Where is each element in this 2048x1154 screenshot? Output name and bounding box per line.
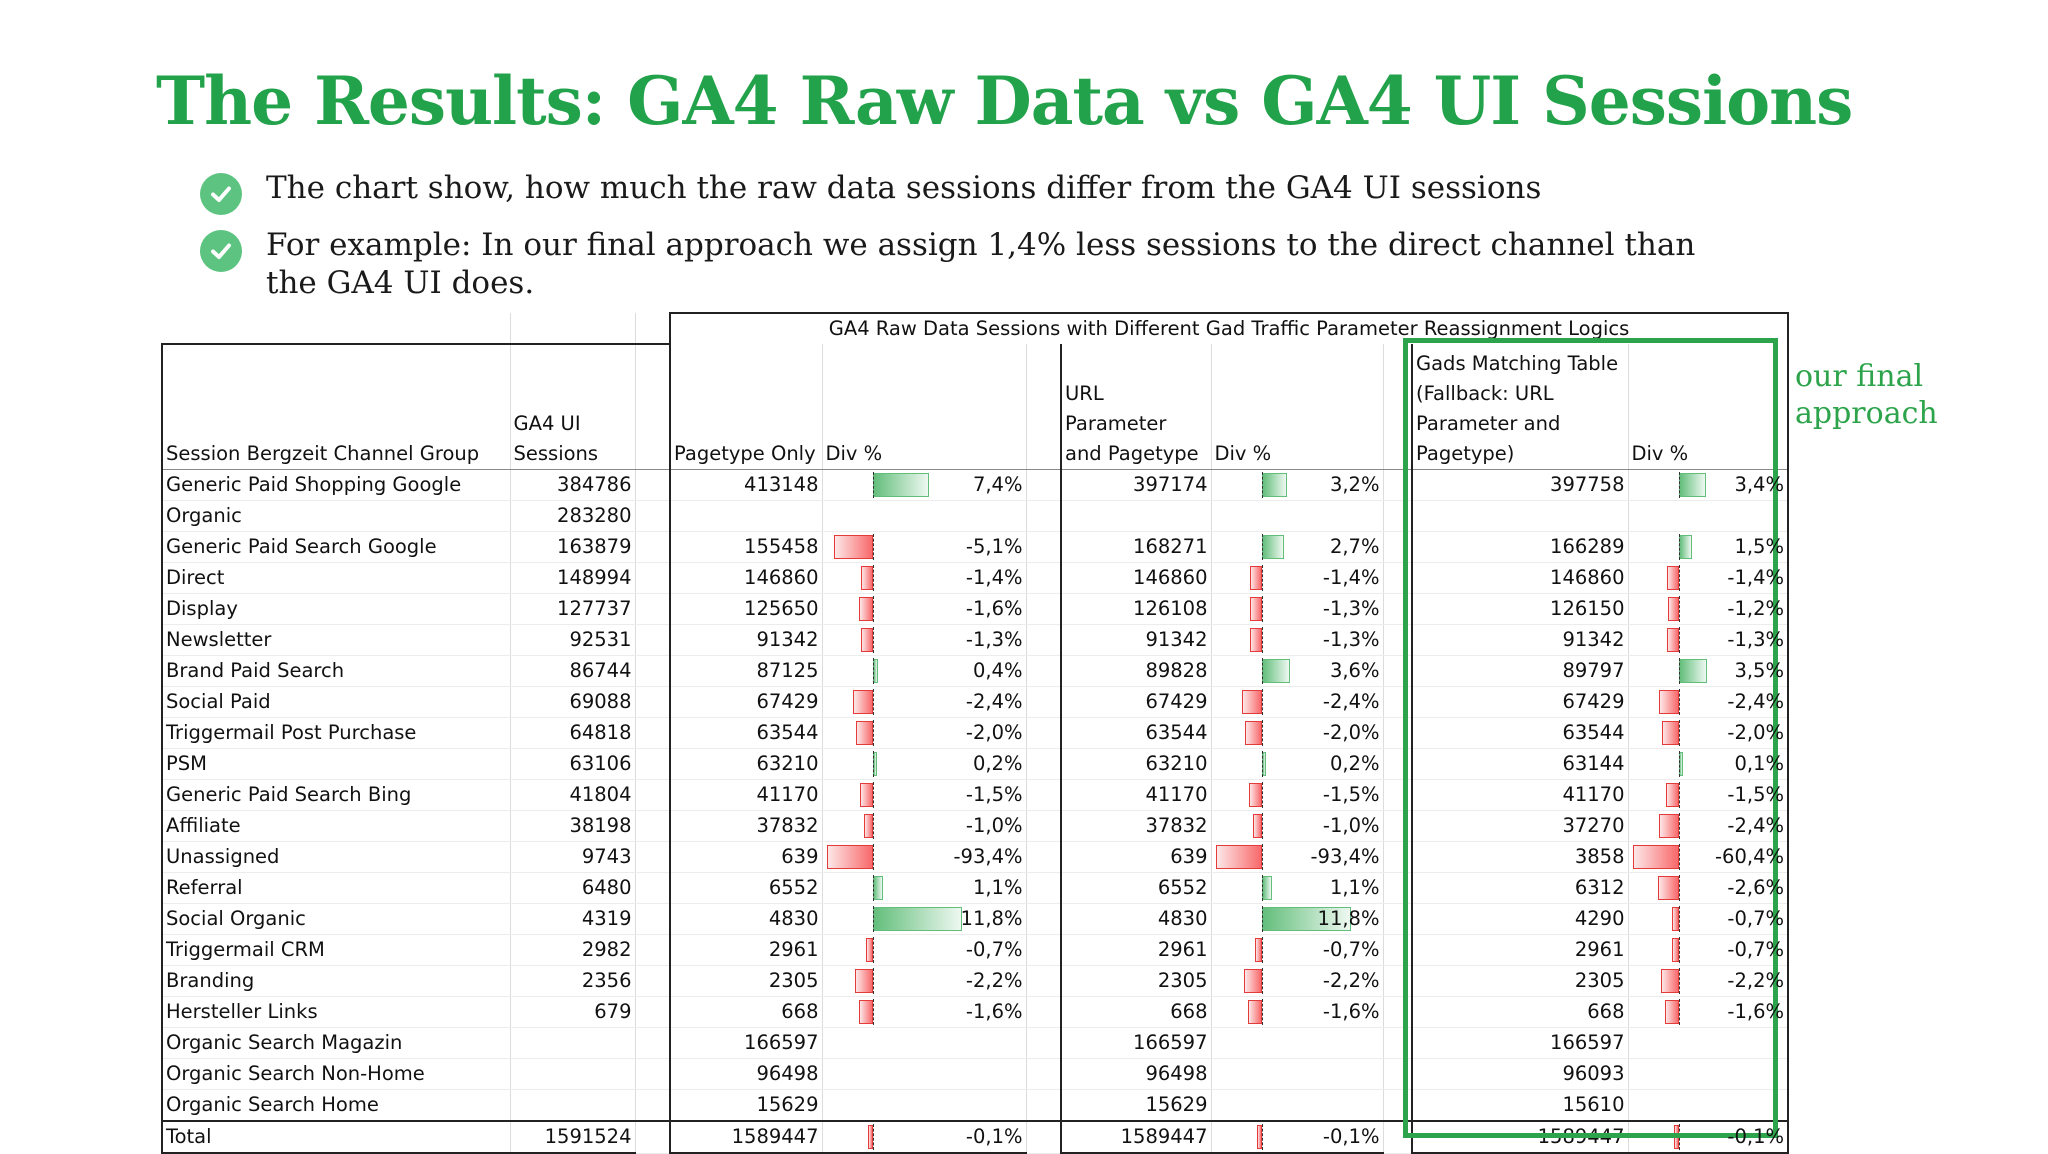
div-pct-value: 3,5% — [1734, 659, 1784, 682]
gads-matching-sessions: 1589447 — [1412, 1121, 1628, 1153]
div-pct-cell — [1628, 718, 1788, 749]
url-param-sessions: 6552 — [1061, 873, 1211, 904]
channel-name: Unassigned — [162, 842, 510, 873]
div-pct-value: -1,3% — [1322, 628, 1380, 651]
div-pct-value: 0,2% — [1329, 752, 1380, 775]
div-pct-cell — [1628, 811, 1788, 842]
div-pct-cell — [1211, 656, 1383, 687]
div-pct-cell — [1211, 687, 1383, 718]
channel-name: Generic Paid Shopping Google — [162, 470, 510, 501]
div-pct-value: -93,4% — [1310, 845, 1380, 868]
div-pct-value: -1,4% — [1322, 566, 1380, 589]
table-row — [162, 1028, 1788, 1059]
div-pct-cell — [822, 563, 1026, 594]
page-title: The Results: GA4 Raw Data vs GA4 UI Sessions — [156, 62, 1853, 140]
div-pct-cell — [1211, 718, 1383, 749]
div-pct-value: 3,2% — [1329, 473, 1380, 496]
ga4-sessions: 679 — [510, 997, 635, 1028]
div-pct-value: -2,0% — [1727, 721, 1784, 744]
div-pct-cell — [1211, 966, 1383, 997]
gads-matching-sessions: 668 — [1412, 997, 1628, 1028]
pagetype-sessions: 155458 — [670, 532, 822, 563]
div-pct-cell — [1211, 811, 1383, 842]
gads-matching-sessions: 126150 — [1412, 594, 1628, 625]
pagetype-sessions: 4830 — [670, 904, 822, 935]
div-pct-value: -1,5% — [1727, 783, 1784, 806]
ga4-sessions: 2982 — [510, 935, 635, 966]
final-approach-note: our final approach — [1795, 359, 1938, 431]
div-pct-cell — [1211, 1028, 1383, 1059]
ga4-sessions: 2356 — [510, 966, 635, 997]
url-param-sessions: 2305 — [1061, 966, 1211, 997]
div-pct-cell — [1211, 1121, 1383, 1153]
ga4-sessions: 384786 — [510, 470, 635, 501]
table-row — [162, 594, 1788, 625]
ga4-sessions: 86744 — [510, 656, 635, 687]
group-header: GA4 Raw Data Sessions with Different Gad Traffic Parameter Reassignment Logics — [670, 313, 1788, 344]
channel-name: Newsletter — [162, 625, 510, 656]
div-pct-value: -1,6% — [1322, 1000, 1380, 1023]
div-pct-value: -1,5% — [1322, 783, 1380, 806]
div-pct-value: -0,7% — [965, 938, 1023, 961]
gads-matching-sessions: 37270 — [1412, 811, 1628, 842]
div-pct-value: -2,4% — [1727, 814, 1784, 837]
url-param-sessions: 41170 — [1061, 780, 1211, 811]
gads-matching-sessions: 96093 — [1412, 1059, 1628, 1090]
pagetype-sessions: 2961 — [670, 935, 822, 966]
div-pct-cell — [1628, 997, 1788, 1028]
div-pct-cell — [1211, 997, 1383, 1028]
div-pct-value: 7,4% — [972, 473, 1023, 496]
div-pct-cell — [1211, 501, 1383, 532]
div-pct-cell — [822, 532, 1026, 563]
div-pct-value: -2,4% — [1322, 690, 1380, 713]
ga4-sessions: 9743 — [510, 842, 635, 873]
div-pct-value: -0,7% — [1322, 938, 1380, 961]
div-pct-value: -1,0% — [965, 814, 1023, 837]
div-pct-value: 2,7% — [1329, 535, 1380, 558]
table-row — [162, 1059, 1788, 1090]
table-row — [162, 687, 1788, 718]
div-pct-value: -2,2% — [1322, 969, 1380, 992]
div-pct-cell — [1211, 594, 1383, 625]
table-row — [162, 625, 1788, 656]
gads-matching-sessions: 2305 — [1412, 966, 1628, 997]
ga4-sessions: 64818 — [510, 718, 635, 749]
div-pct-value: -1,4% — [965, 566, 1023, 589]
div-pct-value: 1,1% — [972, 876, 1023, 899]
div-pct-value: -1,6% — [1727, 1000, 1784, 1023]
div-pct-value: -2,6% — [1727, 876, 1784, 899]
check-circle-icon — [200, 173, 242, 215]
div-pct-value: -1,3% — [1727, 628, 1784, 651]
div-pct-cell — [1211, 904, 1383, 935]
table-row — [162, 1090, 1788, 1122]
gads-matching-sessions: 4290 — [1412, 904, 1628, 935]
div-pct-cell — [822, 687, 1026, 718]
bullet-item — [200, 169, 1736, 215]
table-row — [162, 873, 1788, 904]
div-pct-cell — [1628, 749, 1788, 780]
channel-name: Organic Search Home — [162, 1090, 510, 1122]
col-header-div: Div % — [1211, 344, 1383, 470]
div-pct-cell — [822, 470, 1026, 501]
div-pct-cell — [822, 997, 1026, 1028]
pagetype-sessions: 41170 — [670, 780, 822, 811]
div-pct-cell — [1628, 1028, 1788, 1059]
url-param-sessions: 1589447 — [1061, 1121, 1211, 1153]
div-pct-cell — [1628, 1059, 1788, 1090]
table-row — [162, 501, 1788, 532]
div-pct-value: 11,8% — [960, 907, 1023, 930]
channel-name: Triggermail CRM — [162, 935, 510, 966]
gads-matching-sessions: 166289 — [1412, 532, 1628, 563]
pagetype-sessions: 63544 — [670, 718, 822, 749]
pagetype-sessions: 639 — [670, 842, 822, 873]
table-row — [162, 563, 1788, 594]
div-pct-value: -0,7% — [1727, 938, 1784, 961]
div-pct-value: -0,1% — [1727, 1125, 1784, 1148]
pagetype-sessions: 1589447 — [670, 1121, 822, 1153]
spreadsheet-table — [161, 312, 1789, 1154]
channel-name: Social Organic — [162, 904, 510, 935]
div-pct-value: -1,3% — [965, 628, 1023, 651]
div-pct-cell — [1628, 966, 1788, 997]
ga4-sessions: 6480 — [510, 873, 635, 904]
url-param-sessions: 91342 — [1061, 625, 1211, 656]
url-param-sessions: 96498 — [1061, 1059, 1211, 1090]
div-pct-value: 3,4% — [1734, 473, 1784, 496]
gads-matching-sessions: 67429 — [1412, 687, 1628, 718]
ga4-sessions: 127737 — [510, 594, 635, 625]
gads-matching-sessions: 41170 — [1412, 780, 1628, 811]
div-pct-cell — [822, 501, 1026, 532]
div-pct-value: -0,7% — [1727, 907, 1784, 930]
ga4-sessions — [510, 1059, 635, 1090]
div-pct-cell — [1628, 563, 1788, 594]
url-param-sessions — [1061, 501, 1211, 532]
pagetype-sessions: 87125 — [670, 656, 822, 687]
div-pct-cell — [1628, 687, 1788, 718]
url-param-sessions: 63210 — [1061, 749, 1211, 780]
div-pct-cell — [822, 718, 1026, 749]
div-pct-cell — [822, 594, 1026, 625]
channel-name: PSM — [162, 749, 510, 780]
div-pct-cell — [1211, 563, 1383, 594]
col-header-pagetype: Pagetype Only — [670, 344, 822, 470]
div-pct-cell — [822, 625, 1026, 656]
div-pct-cell — [1628, 1121, 1788, 1153]
table-row — [162, 935, 1788, 966]
div-pct-value: 1,5% — [1734, 535, 1784, 558]
gads-matching-sessions: 3858 — [1412, 842, 1628, 873]
div-pct-cell — [822, 1059, 1026, 1090]
table-row — [162, 718, 1788, 749]
table-row — [162, 904, 1788, 935]
pagetype-sessions: 146860 — [670, 563, 822, 594]
channel-name: Generic Paid Search Bing — [162, 780, 510, 811]
pagetype-sessions: 37832 — [670, 811, 822, 842]
div-pct-value: 11,8% — [1317, 907, 1380, 930]
channel-name: Social Paid — [162, 687, 510, 718]
pagetype-sessions: 6552 — [670, 873, 822, 904]
gads-matching-sessions — [1412, 501, 1628, 532]
div-pct-cell — [822, 749, 1026, 780]
div-pct-value: -1,5% — [965, 783, 1023, 806]
div-pct-value: -1,3% — [1322, 597, 1380, 620]
div-pct-cell — [1628, 935, 1788, 966]
ga4-sessions: 4319 — [510, 904, 635, 935]
pagetype-sessions: 413148 — [670, 470, 822, 501]
ga4-sessions — [510, 1028, 635, 1059]
ga4-sessions: 163879 — [510, 532, 635, 563]
channel-name: Branding — [162, 966, 510, 997]
div-pct-value: -2,4% — [965, 690, 1023, 713]
div-pct-cell — [822, 966, 1026, 997]
div-pct-cell — [1628, 873, 1788, 904]
total-row — [162, 1121, 1788, 1153]
div-pct-cell — [822, 1121, 1026, 1153]
table-row — [162, 470, 1788, 501]
div-pct-value: 0,2% — [972, 752, 1023, 775]
channel-name: Generic Paid Search Google — [162, 532, 510, 563]
div-pct-value: -60,4% — [1715, 845, 1784, 868]
div-pct-cell — [1211, 873, 1383, 904]
div-pct-cell — [1628, 656, 1788, 687]
bullet-text: For example: In our final approach we assign 1,4% less sessions to the direct channel than the GA4 UI does. — [266, 227, 1696, 301]
div-pct-cell — [822, 935, 1026, 966]
bullet-item — [200, 226, 1736, 302]
gads-matching-sessions: 6312 — [1412, 873, 1628, 904]
div-pct-value: 0,4% — [972, 659, 1023, 682]
col-header-url-param: URL Parameter and Pagetype — [1061, 344, 1211, 470]
gads-matching-sessions: 63144 — [1412, 749, 1628, 780]
div-pct-value: 1,1% — [1329, 876, 1380, 899]
gads-matching-sessions: 91342 — [1412, 625, 1628, 656]
pagetype-sessions: 67429 — [670, 687, 822, 718]
gads-matching-sessions: 15610 — [1412, 1090, 1628, 1122]
pagetype-sessions: 2305 — [670, 966, 822, 997]
url-param-sessions: 15629 — [1061, 1090, 1211, 1122]
pagetype-sessions: 166597 — [670, 1028, 822, 1059]
table-row — [162, 966, 1788, 997]
div-pct-cell — [822, 656, 1026, 687]
div-pct-value: -1,6% — [965, 597, 1023, 620]
check-circle-icon — [200, 230, 242, 272]
gads-matching-sessions: 397758 — [1412, 470, 1628, 501]
url-param-sessions: 146860 — [1061, 563, 1211, 594]
ga4-sessions: 92531 — [510, 625, 635, 656]
div-pct-cell — [1211, 935, 1383, 966]
div-pct-cell — [1628, 594, 1788, 625]
channel-name: Organic Search Non-Home — [162, 1059, 510, 1090]
ga4-sessions: 1591524 — [510, 1121, 635, 1153]
table-row — [162, 842, 1788, 873]
div-pct-cell — [1211, 1059, 1383, 1090]
gads-matching-sessions: 146860 — [1412, 563, 1628, 594]
div-pct-cell — [1211, 842, 1383, 873]
url-param-sessions: 168271 — [1061, 532, 1211, 563]
ga4-sessions: 148994 — [510, 563, 635, 594]
url-param-sessions: 166597 — [1061, 1028, 1211, 1059]
channel-name: Total — [162, 1121, 510, 1153]
div-pct-value: -5,1% — [965, 535, 1023, 558]
col-header-div: Div % — [822, 344, 1026, 470]
div-pct-cell — [1628, 780, 1788, 811]
div-pct-value: -2,2% — [1727, 969, 1784, 992]
bullet-text: The chart show, how much the raw data sessions differ from the GA4 UI sessions — [266, 170, 1542, 206]
gads-matching-sessions: 63544 — [1412, 718, 1628, 749]
div-pct-cell — [822, 904, 1026, 935]
pagetype-sessions: 91342 — [670, 625, 822, 656]
channel-name: Organic — [162, 501, 510, 532]
channel-name: Affiliate — [162, 811, 510, 842]
ga4-sessions: 63106 — [510, 749, 635, 780]
url-param-sessions: 67429 — [1061, 687, 1211, 718]
div-pct-value: -0,1% — [1322, 1125, 1380, 1148]
table-row — [162, 749, 1788, 780]
div-pct-cell — [1211, 532, 1383, 563]
div-pct-value: -1,6% — [965, 1000, 1023, 1023]
url-param-sessions: 639 — [1061, 842, 1211, 873]
pagetype-sessions: 96498 — [670, 1059, 822, 1090]
div-pct-value: -2,0% — [1322, 721, 1380, 744]
url-param-sessions: 126108 — [1061, 594, 1211, 625]
col-header-gads-matching: Gads Matching Table (Fallback: URL Parameter and Pagetype) — [1412, 344, 1628, 470]
div-pct-value: -1,0% — [1322, 814, 1380, 837]
col-header-div: Div % — [1628, 344, 1788, 470]
channel-name: Organic Search Magazin — [162, 1028, 510, 1059]
url-param-sessions: 89828 — [1061, 656, 1211, 687]
pagetype-sessions: 125650 — [670, 594, 822, 625]
div-pct-cell — [1211, 1090, 1383, 1122]
div-pct-value: -1,4% — [1727, 566, 1784, 589]
div-pct-cell — [1628, 532, 1788, 563]
channel-name: Triggermail Post Purchase — [162, 718, 510, 749]
url-param-sessions: 37832 — [1061, 811, 1211, 842]
div-pct-cell — [1628, 470, 1788, 501]
div-pct-value: 0,1% — [1734, 752, 1784, 775]
ga4-sessions: 69088 — [510, 687, 635, 718]
table-row — [162, 811, 1788, 842]
div-pct-value: -0,1% — [965, 1125, 1023, 1148]
div-pct-cell — [1628, 904, 1788, 935]
div-pct-cell — [822, 873, 1026, 904]
div-pct-cell — [1628, 501, 1788, 532]
ga4-sessions: 41804 — [510, 780, 635, 811]
div-pct-cell — [1211, 625, 1383, 656]
pagetype-sessions — [670, 501, 822, 532]
div-pct-cell — [822, 780, 1026, 811]
pagetype-sessions: 668 — [670, 997, 822, 1028]
pagetype-sessions: 63210 — [670, 749, 822, 780]
table-row — [162, 656, 1788, 687]
div-pct-value: 3,6% — [1329, 659, 1380, 682]
channel-name: Referral — [162, 873, 510, 904]
div-pct-cell — [822, 1090, 1026, 1122]
table-row — [162, 997, 1788, 1028]
channel-name: Direct — [162, 563, 510, 594]
div-pct-cell — [822, 1028, 1026, 1059]
div-pct-value: -93,4% — [953, 845, 1023, 868]
div-pct-cell — [1211, 749, 1383, 780]
ga4-sessions: 283280 — [510, 501, 635, 532]
gads-matching-sessions: 89797 — [1412, 656, 1628, 687]
table-row — [162, 532, 1788, 563]
col-header-channel: Session Bergzeit Channel Group — [162, 344, 510, 470]
url-param-sessions: 668 — [1061, 997, 1211, 1028]
div-pct-cell — [822, 842, 1026, 873]
gads-matching-sessions: 166597 — [1412, 1028, 1628, 1059]
div-pct-cell — [1628, 625, 1788, 656]
url-param-sessions: 4830 — [1061, 904, 1211, 935]
div-pct-value: -2,2% — [965, 969, 1023, 992]
div-pct-cell — [822, 811, 1026, 842]
div-pct-value: -1,2% — [1727, 597, 1784, 620]
div-pct-cell — [1211, 780, 1383, 811]
url-param-sessions: 397174 — [1061, 470, 1211, 501]
div-pct-cell — [1628, 1090, 1788, 1122]
div-pct-cell — [1628, 842, 1788, 873]
ga4-sessions — [510, 1090, 635, 1122]
pagetype-sessions: 15629 — [670, 1090, 822, 1122]
url-param-sessions: 2961 — [1061, 935, 1211, 966]
div-pct-cell — [1211, 470, 1383, 501]
channel-name: Display — [162, 594, 510, 625]
div-pct-value: -2,4% — [1727, 690, 1784, 713]
channel-name: Brand Paid Search — [162, 656, 510, 687]
table-row — [162, 780, 1788, 811]
channel-name: Hersteller Links — [162, 997, 510, 1028]
col-header-ga4: GA4 UI Sessions — [510, 344, 635, 470]
gads-matching-sessions: 2961 — [1412, 935, 1628, 966]
url-param-sessions: 63544 — [1061, 718, 1211, 749]
ga4-sessions: 38198 — [510, 811, 635, 842]
div-pct-value: -2,0% — [965, 721, 1023, 744]
